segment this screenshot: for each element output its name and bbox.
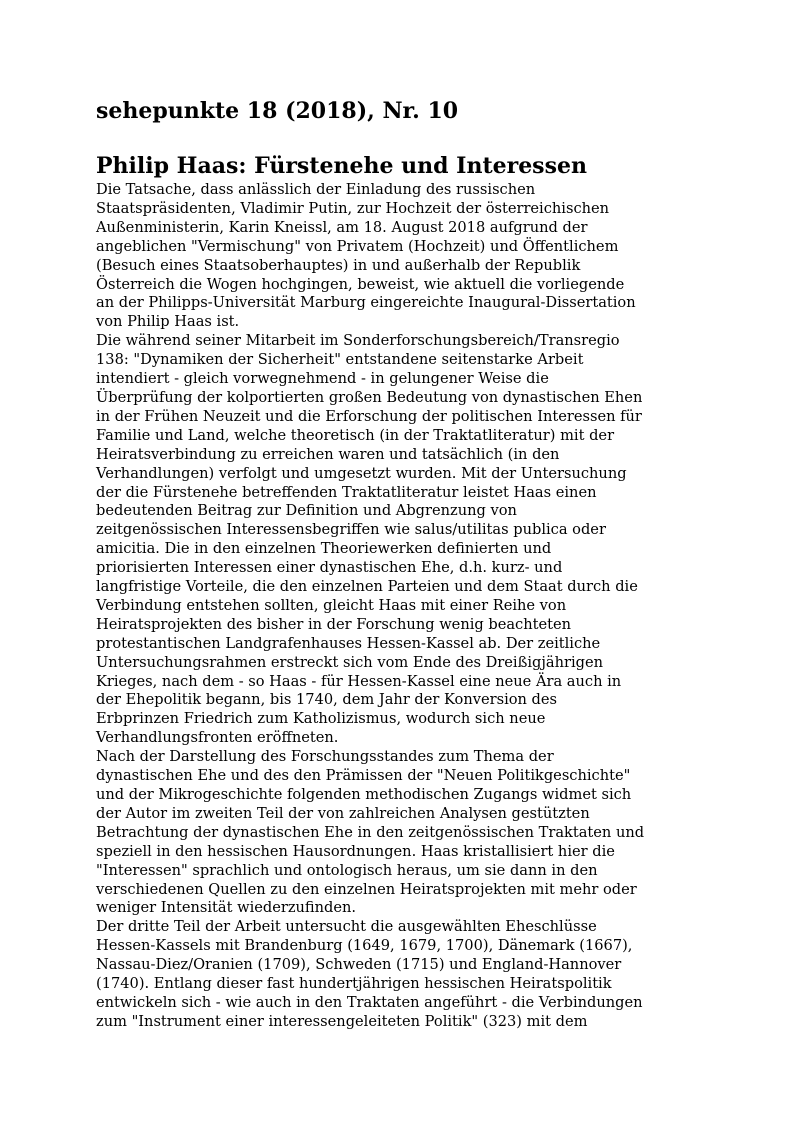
- text-line: der Autor im zweiten Teil der von zahlreichen Analysen gestützten: [96, 804, 590, 822]
- text-line: angeblichen "Vermischung" von Privatem (Hochzeit) und Öffentlichem: [96, 237, 619, 255]
- text-line: Heiratsverbindung zu erreichen waren und tatsächlich (in den: [96, 445, 560, 463]
- text-line: in der Frühen Neuzeit und die Erforschung der politischen Interessen für: [96, 407, 642, 425]
- text-line: 138: "Dynamiken der Sicherheit" entstandene seitenstarke Arbeit: [96, 351, 584, 369]
- text-line: Krieges, nach dem - so Haas - für Hessen-Kassel eine neue Ära auch in: [96, 672, 622, 690]
- text-line: entwickeln sich - wie auch in den Traktaten angeführt - die Verbindungen: [96, 993, 643, 1011]
- text-line: zeitgenössischen Interessensbegriffen wie salus/utilitas publica oder: [96, 521, 606, 539]
- text-line: zum "Instrument einer interessengeleiteten Politik" (323) mit dem: [96, 1012, 588, 1030]
- text-line: Österreich die Wogen hochgingen, beweist, wie aktuell die vorliegende: [96, 275, 625, 293]
- text-line: Betrachtung der dynastischen Ehe in den zeitgenössischen Traktaten und: [96, 823, 645, 841]
- text-line: verschiedenen Quellen zu den einzelnen Heiratsprojekten mit mehr oder: [96, 880, 637, 898]
- text-line: Nach der Darstellung des Forschungsstandes zum Thema der: [96, 748, 554, 766]
- text-line: amicitia. Die in den einzelnen Theoriewerken definierten und: [96, 540, 552, 558]
- text-line: Familie und Land, welche theoretisch (in der Traktatliteratur) mit der: [96, 426, 615, 444]
- body-paragraph: [96, 918, 706, 1031]
- text-line: dynastischen Ehe und des den Prämissen der "Neuen Politikgeschichte": [96, 767, 631, 785]
- body-paragraph: [96, 748, 706, 918]
- body-paragraph: [96, 332, 706, 748]
- text-line: bedeutenden Beitrag zur Definition und Abgrenzung von: [96, 502, 517, 520]
- text-line: Heiratsprojekten des bisher in der Forschung wenig beachteten: [96, 615, 572, 633]
- document-page: [96, 96, 706, 1032]
- text-line: Überprüfung der kolportierten großen Bedeutung von dynastischen Ehen: [96, 388, 643, 406]
- text-line: Der dritte Teil der Arbeit untersucht die ausgewählten Eheschlüsse: [96, 918, 597, 936]
- text-line: der Ehepolitik begann, bis 1740, dem Jahr der Konversion des: [96, 691, 558, 709]
- text-line: Nassau-Diez/Oranien (1709), Schweden (1715) und England-Hannover: [96, 956, 622, 974]
- text-line: "Interessen" sprachlich und ontologisch heraus, um sie dann in den: [96, 861, 598, 879]
- text-line: weniger Intensität wiederzufinden.: [96, 899, 357, 917]
- text-line: Erbprinzen Friedrich zum Katholizismus, wodurch sich neue: [96, 710, 546, 728]
- text-line: langfristige Vorteile, die den einzelnen Parteien und dem Staat durch die: [96, 578, 638, 596]
- text-line: protestantischen Landgrafenhauses Hessen-Kassel ab. Der zeitliche: [96, 634, 601, 652]
- text-line: (Besuch eines Staatsoberhauptes) in und außerhalb der Republik: [96, 256, 581, 274]
- text-line: Hessen-Kassels mit Brandenburg (1649, 1679, 1700), Dänemark (1667),: [96, 937, 633, 955]
- text-line: der die Fürstenehe betreffenden Traktatliteratur leistet Haas einen: [96, 483, 597, 501]
- article-body: [96, 181, 706, 1032]
- text-line: Die während seiner Mitarbeit im Sonderforschungsbereich/Transregio: [96, 332, 620, 350]
- text-line: speziell in den hessischen Hausordnungen. Haas kristallisiert hier die: [96, 842, 615, 860]
- text-line: Außenministerin, Karin Kneissl, am 18. August 2018 aufgrund der: [96, 218, 588, 236]
- text-line: Verhandlungsfronten eröffneten.: [96, 729, 339, 747]
- article-title: Philip Haas: Fürstenehe und Interessen: [96, 153, 587, 179]
- body-paragraph: [96, 181, 706, 332]
- text-line: Staatspräsidenten, Vladimir Putin, zur Hochzeit der österreichischen: [96, 199, 610, 217]
- text-line: (1740). Entlang dieser fast hundertjährigen hessischen Heiratspolitik: [96, 975, 612, 993]
- text-line: Untersuchungsrahmen erstreckt sich vom Ende des Dreißigjährigen: [96, 653, 603, 671]
- journal-title: sehepunkte 18 (2018), Nr. 10: [96, 98, 459, 124]
- text-line: intendiert - gleich vorwegnehmend - in gelungener Weise die: [96, 370, 549, 388]
- text-line: und der Mikrogeschichte folgenden methodischen Zugangs widmet sich: [96, 786, 632, 803]
- text-line: an der Philipps-Universität Marburg eingereichte Inaugural-Dissertation: [96, 294, 636, 312]
- text-line: Verbindung entstehen sollten, gleicht Haas mit einer Reihe von: [96, 596, 567, 614]
- text-line: Verhandlungen) verfolgt und umgesetzt wurden. Mit der Untersuchung: [96, 464, 627, 482]
- text-line: Die Tatsache, dass anlässlich der Einladung des russischen: [96, 181, 536, 198]
- text-line: von Philip Haas ist.: [96, 313, 240, 331]
- text-line: priorisierten Interessen einer dynastischen Ehe, d.h. kurz- und: [96, 559, 563, 577]
